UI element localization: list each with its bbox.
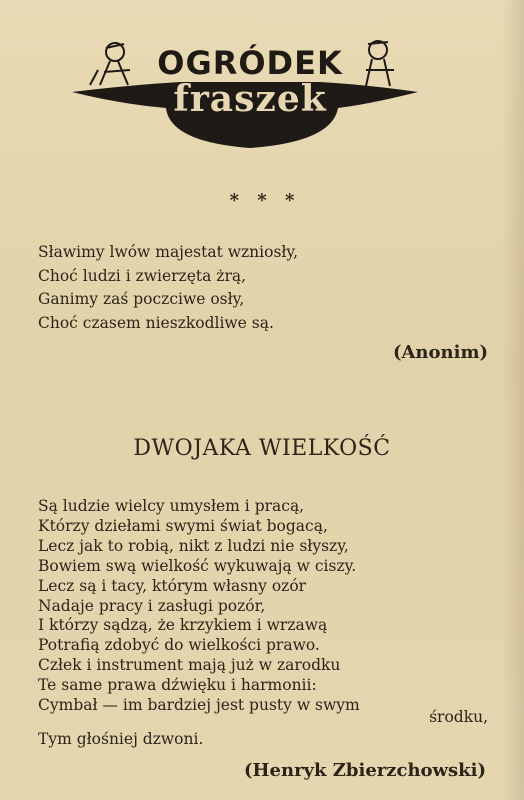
poem-line: Choć czasem nieszkodliwe są. [38, 313, 274, 332]
poem-line: Cymbał — im bardziej jest pusty w swym [38, 696, 360, 715]
poem-line: Sławimy lwów majestat wzniosły, [38, 243, 299, 261]
header-title-main: fraszek [173, 78, 327, 120]
poem-line-continuation: środku, [429, 708, 488, 726]
poem-line: Nadaje pracy i zasługi pozór, [38, 596, 266, 615]
poem-anonymous [38, 241, 298, 335]
poem-line: Są ludzie wielcy umysłem i pracą, [38, 497, 305, 515]
page-edge-shadow [502, 0, 524, 800]
poem-separator: * * * [229, 190, 301, 211]
poem-line: Potrafią zdobyć do wielkości prawo. [38, 636, 320, 655]
poem-title: DWOJAKA WIELKOŚĆ [133, 436, 391, 461]
poem-line: Którzy dziełami swymi świat bogacą, [38, 516, 328, 535]
header-title-top: OGRÓDEK [157, 44, 343, 82]
poem-author: (Anonim) [392, 342, 488, 363]
poem-line: Tym głośniej dzwoni. [38, 730, 204, 748]
column-header [70, 30, 420, 160]
poem-author: (Henryk Zbierzchowski) [244, 760, 486, 781]
poem-line: Człek i instrument mają już w zarodku [38, 656, 341, 675]
poem-line: Lecz jak to robią, nikt z ludzi nie słyszy, [38, 536, 349, 555]
poem-line: I którzy sądzą, że krzykiem i wrzawą [38, 616, 328, 635]
poem-line: Te same prawa dźwięku i harmonii: [38, 676, 317, 695]
poem-line: Choć ludzi i zwierzęta żrą, [38, 266, 247, 285]
gardener-right-illustration [366, 41, 394, 86]
poem-line: Bowiem swą wielkość wykuwają w ciszy. [38, 556, 357, 575]
poem-line: Ganimy zaś poczciwe osły, [38, 290, 245, 308]
poem-line: Lecz są i tacy, którym własny ozór [38, 576, 307, 595]
poem-dwojaka-wielkosc [38, 497, 360, 716]
gardener-left-illustration [90, 43, 130, 85]
